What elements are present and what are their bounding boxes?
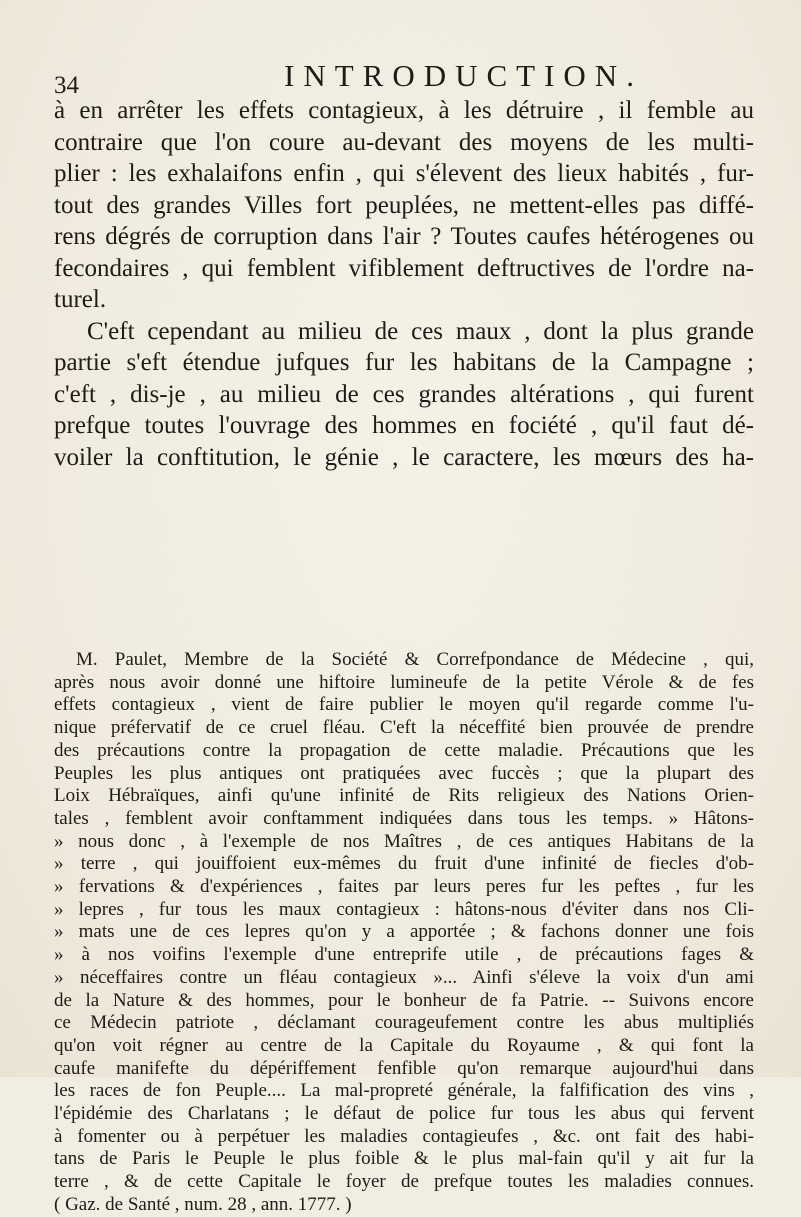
footnote-line: après nous avoir donné une hiftoire lumineufe de la petite Vérole & de fes — [54, 671, 754, 693]
footnote-line: à fomenter ou à perpétuer les maladies contagieufes , &c. ont fait des habi- — [54, 1125, 754, 1147]
footnote-line: caufe manifefte du dépériffement fenfible qu'on remarque aujourd'hui dans — [54, 1057, 754, 1079]
footnote-line: l'épidémie des Charlatans ; le défaut de police fur tous les abus qui fervent — [54, 1103, 754, 1125]
footnote-line: » lepres , fur tous les maux contagieux : hâtons-nous d'éviter dans nos Cli- — [54, 898, 754, 920]
footnote-line: » terre , qui jouiffoient eux-mêmes du fruit d'une infinité de fiecles d'ob- — [54, 853, 754, 875]
footnote-line: » nous donc , à l'exemple de nos Maîtres , de ces antiques Habitans de la — [54, 830, 754, 852]
footnote-line: nique préfervatif de ce cruel fléau. C'eft la néceffité bien prouvée de prendre — [54, 717, 754, 739]
running-head: INTRODUCTION. — [284, 58, 643, 93]
footnote-line: M. Paulet, Membre de la Société & Correfpondance de Médecine , qui, — [76, 649, 754, 670]
footnote-line: » à nos voifins l'exemple d'une entreprife utile , de précautions fages & — [54, 944, 754, 966]
body-line: turel. — [54, 286, 107, 313]
footnote-line: de la Nature & des hommes, pour le bonheur de fa Patrie. -- Suivons encore — [54, 989, 754, 1011]
footnote-line: ( Gaz. de Santé , num. 28 , ann. 1777. ) — [54, 1193, 352, 1215]
body-line: tout des grandes Villes fort peuplées, ne mettent-elles pas diffé- — [54, 191, 754, 219]
body-line: c'eft , dis-je , au milieu de ces grandes altérations , qui furent — [54, 380, 754, 408]
footnote-line: Peuples les plus antiques ont pratiquées avec fuccès ; que la plupart des — [54, 762, 754, 784]
body-line: à en arrêter les effets contagieux, à les détruire , il femble au — [54, 97, 754, 124]
body-line: plier : les exhalaifons enfin , qui s'élevent des lieux habités , fur- — [54, 160, 754, 187]
body-line: C'eft cependant au milieu de ces maux , dont la plus grande — [87, 317, 754, 345]
footnote-line: des précautions contre la propagation de cette maladie. Précautions que les — [54, 739, 754, 761]
footnote-line: qu'on voit régner au centre de la Capitale du Royaume , & qui font la — [54, 1034, 754, 1056]
footnote-line: » fervations & d'expériences , faites par leurs peres fur les peftes , fur les — [54, 876, 754, 898]
body-line: fecondaires , qui femblent vifiblement deftructives de l'ordre na- — [54, 254, 754, 282]
body-line: voiler la conftitution, le génie , le caractere, les mœurs des ha- — [54, 443, 754, 471]
footnote-line: terre , & de cette Capitale le foyer de prefque toutes les maladies connues. — [54, 1171, 754, 1193]
body-line: rens dégrés de corruption dans l'air ? Toutes caufes hétérogenes ou — [54, 223, 754, 250]
footnote-line: les races de fon Peuple.... La mal-propreté générale, la falfification des vins , — [54, 1080, 754, 1102]
body-text — [54, 95, 754, 473]
footnote-line: tans de Paris le Peuple le plus foible & le plus mal-fain qu'il y ait fur la — [54, 1148, 754, 1170]
body-line: partie s'eft étendue jufques fur les habitans de la Campagne ; — [54, 349, 754, 376]
footnote-line: effets contagieux , vient de faire publier le moyen qu'il regarde comme l'u- — [54, 694, 754, 716]
footnote-line: » néceffaires contre un fléau contagieux »... Ainfi s'éleve la voix d'un ami — [54, 966, 754, 988]
footnote-line: ce Médecin patriote , déclamant courageufement contre les abus multipliés — [54, 1012, 754, 1034]
footnote-line: » mats une de ces lepres qu'on y a apportée ; & fachons donner une fois — [54, 921, 754, 943]
page-header — [54, 58, 744, 98]
footnote-line: Loix Hébraïques, ainfi qu'une infinité de Rits religieux des Nations Orien- — [54, 785, 754, 807]
body-line: contraire que l'on coure au-devant des moyens de les multi- — [54, 128, 754, 156]
footnote — [54, 649, 754, 1217]
page-number: 34 — [54, 72, 79, 99]
body-line: prefque toutes l'ouvrage des hommes en fociété , qu'il faut dé- — [54, 412, 754, 439]
footnote-line: tales , femblent avoir conftamment indiquées dans tous les temps. » Hâtons- — [54, 807, 754, 829]
